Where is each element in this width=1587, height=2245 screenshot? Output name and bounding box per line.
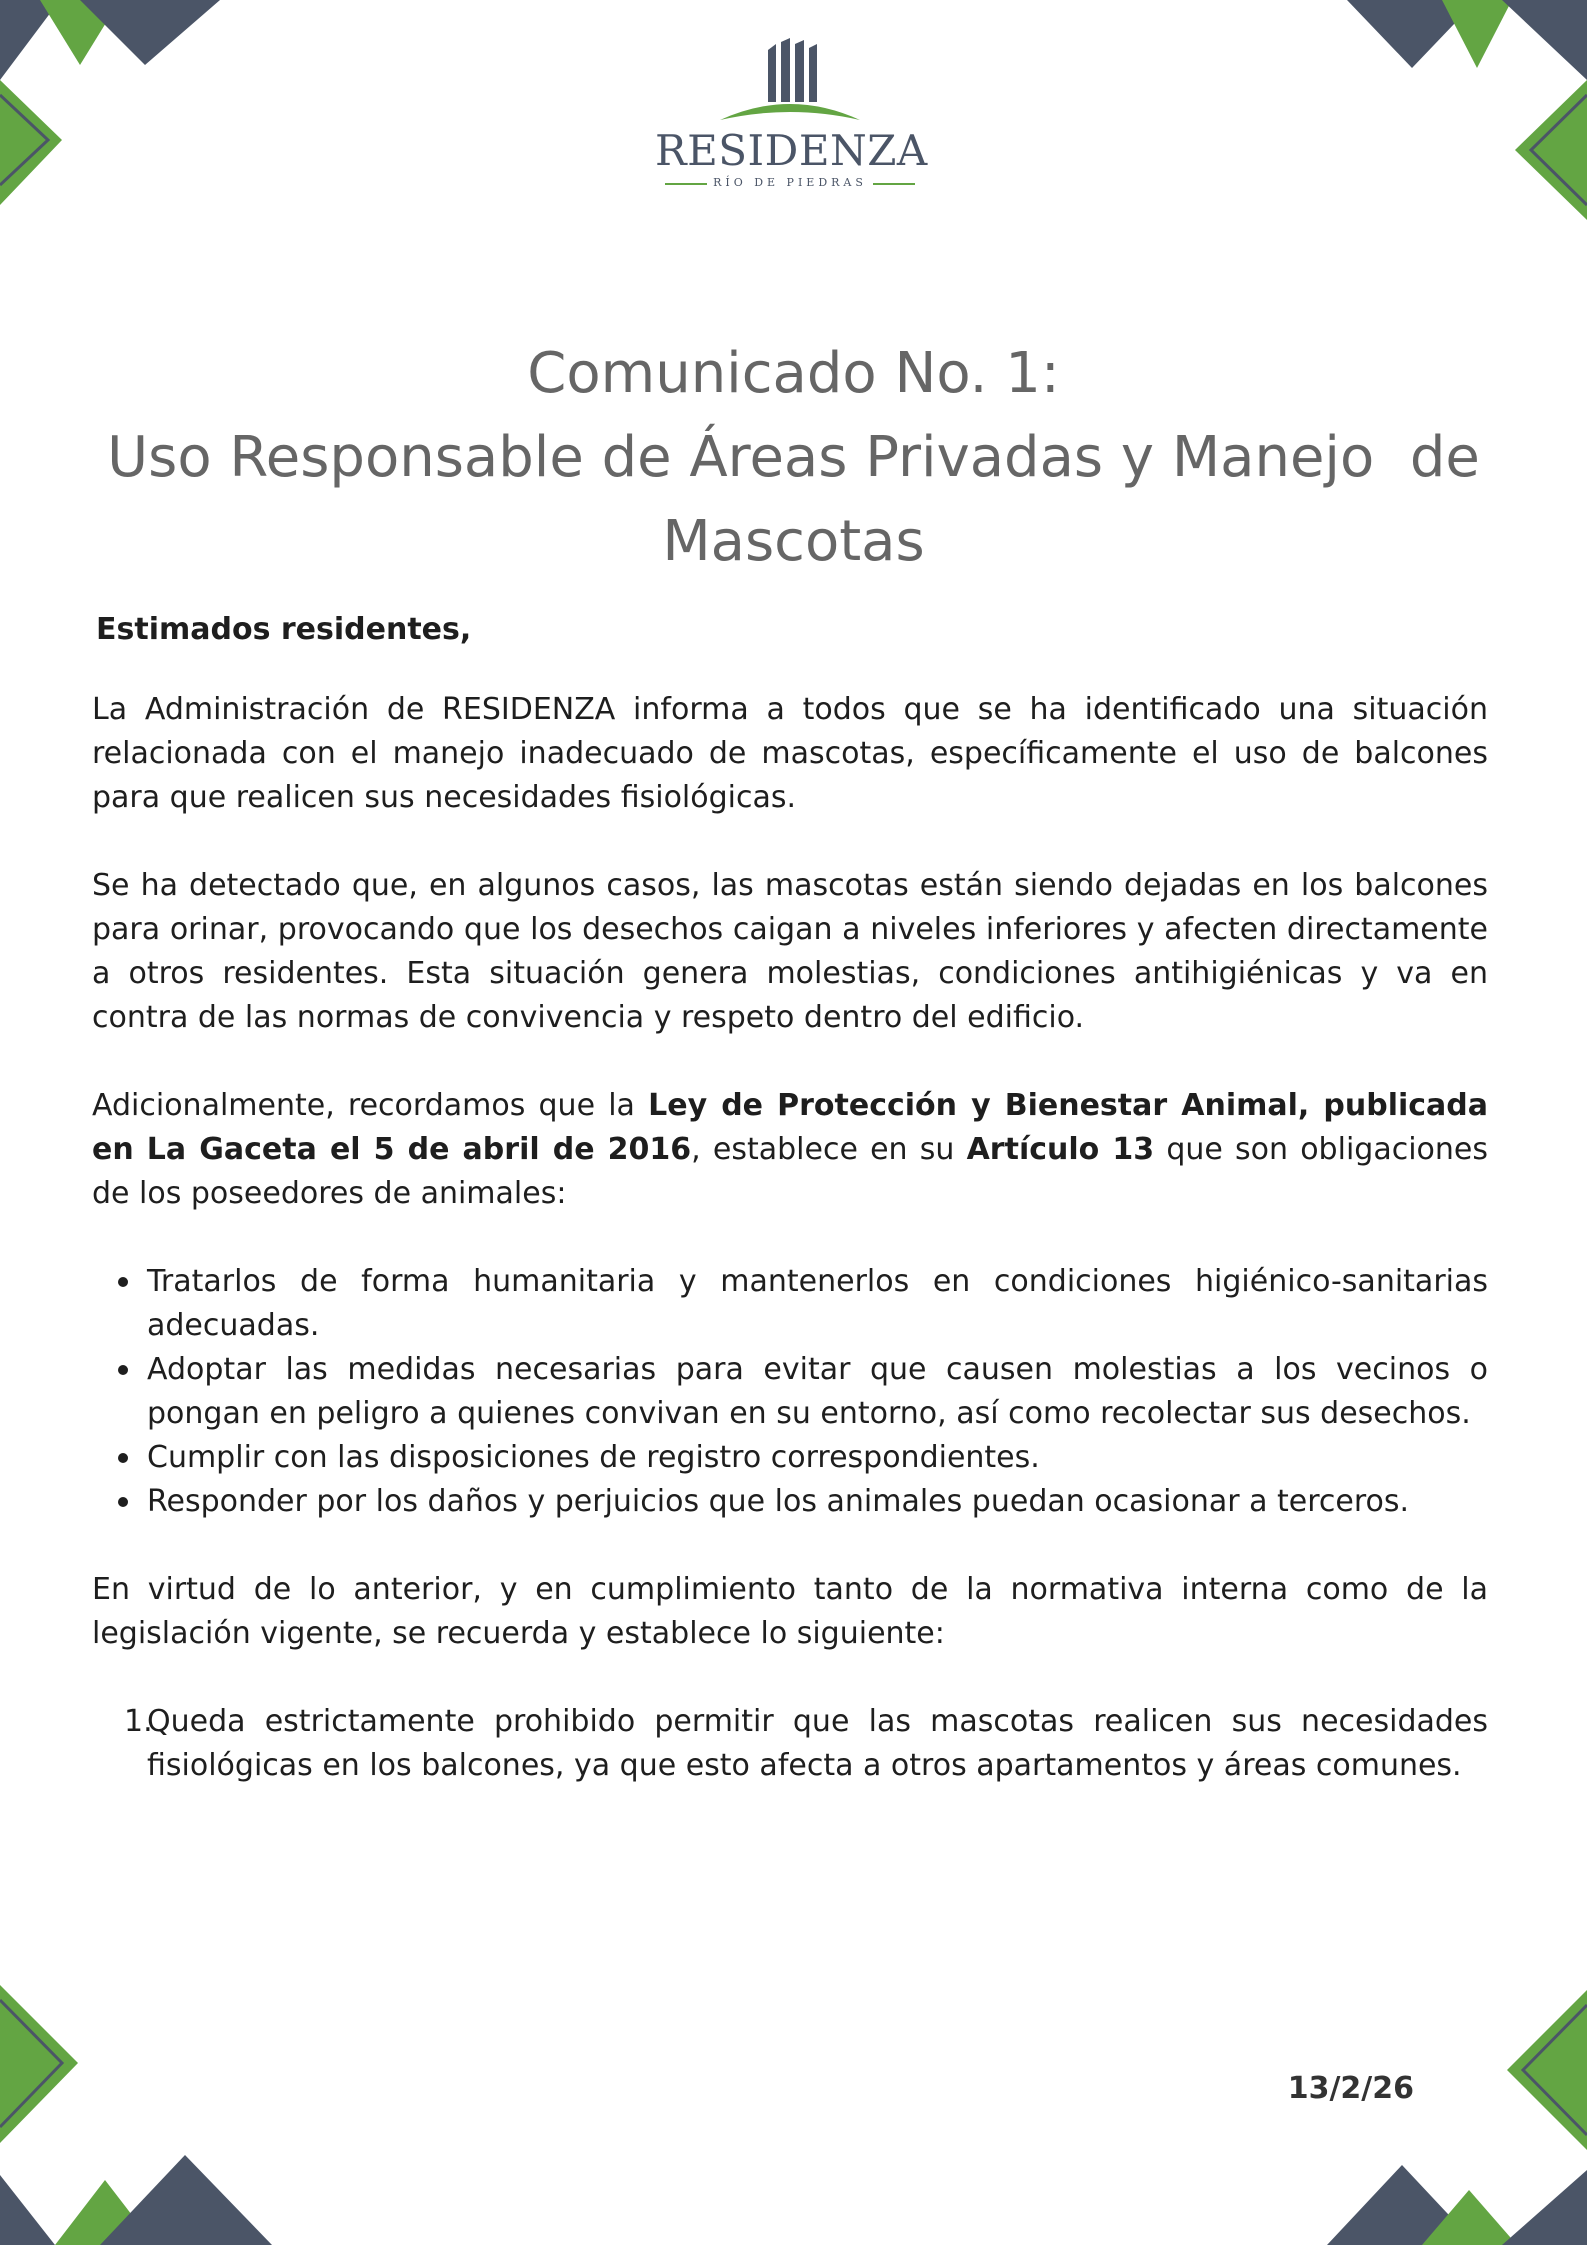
list-item: Responder por los daños y perjuicios que los animales puedan ocasionar a terceros. xyxy=(92,1480,1488,1524)
brand-name: RESIDENZA xyxy=(655,126,928,175)
corner-decoration-bottom-right xyxy=(1297,1975,1587,2245)
title-line-1: Comunicado No. 1: xyxy=(527,341,1060,406)
rule-text: Queda estrictamente prohibido permitir que las mascotas realicen sus necesidades fisiológicas en los balcones, ya que esto afecta a otros apartamentos y áreas comunes. xyxy=(147,1704,1488,1783)
letter-body xyxy=(92,608,1488,1788)
list-item: Cumplir con las disposiciones de registro correspondientes. xyxy=(92,1436,1488,1480)
title-line-3: Mascotas xyxy=(662,509,925,574)
document-date: 13/2/26 xyxy=(1287,2071,1414,2106)
page-title xyxy=(30,332,1557,584)
rule-number: 1. xyxy=(124,1704,153,1739)
building-icon xyxy=(655,38,925,128)
list-item: Adoptar las medidas necesarias para evitar que causen molestias a los vecinos o pongan en peligro a quienes convivan en su entorno, así como recolectar sus desechos. xyxy=(92,1348,1488,1436)
list-item xyxy=(92,1700,1488,1788)
paragraph-law: Adicionalmente, recordamos que la Ley de Protección y Bienestar Animal, publicada en La Gaceta el 5 de abril de 2016, establece en su Artículo 13 que son obligaciones de los poseedores de animales: xyxy=(92,1088,1489,1211)
list-item: Tratarlos de forma humanitaria y mantenerlos en condiciones higiénico-sanitarias adecuadas. xyxy=(92,1260,1488,1348)
law-name: Ley de Protección y Bienestar Animal, publicada en La Gaceta el 5 de abril de 2016 xyxy=(92,1088,1489,1167)
corner-decoration-top-left xyxy=(0,0,230,210)
title-line-2: Uso Responsable de Áreas Privadas y Manejo de xyxy=(107,425,1480,490)
paragraph-detection: Se ha detectado que, en algunos casos, las mascotas están siendo dejadas en los balcones para orinar, provocando que los desechos caigan a niveles inferiores y afecten directamente a otros residentes. Esta situación genera molestias, condiciones antihigiénicas y va en contra de las normas de convivencia y respeto dentro del edificio. xyxy=(92,868,1488,1035)
obligations-list xyxy=(92,1260,1488,1524)
article-reference: Artículo 13 xyxy=(966,1132,1155,1167)
paragraph-conclusion: En virtud de lo anterior, y en cumplimiento tanto de la normativa interna como de la legislación vigente, se recuerda y establece lo siguiente: xyxy=(92,1572,1488,1651)
corner-decoration-bottom-left xyxy=(0,1975,280,2245)
residenza-logo xyxy=(655,38,928,198)
greeting: Estimados residentes, xyxy=(96,612,472,647)
corner-decoration-top-right xyxy=(1347,0,1587,230)
paragraph-intro: La Administración de RESIDENZA informa a todos que se ha identificado una situación relacionada con el manejo inadecuado de mascotas, específicamente el uso de balcones para que realicen sus necesidades fisiológicas. xyxy=(92,692,1488,815)
brand-subtitle: RÍO DE PIEDRAS xyxy=(655,176,925,189)
rules-list xyxy=(92,1700,1488,1788)
